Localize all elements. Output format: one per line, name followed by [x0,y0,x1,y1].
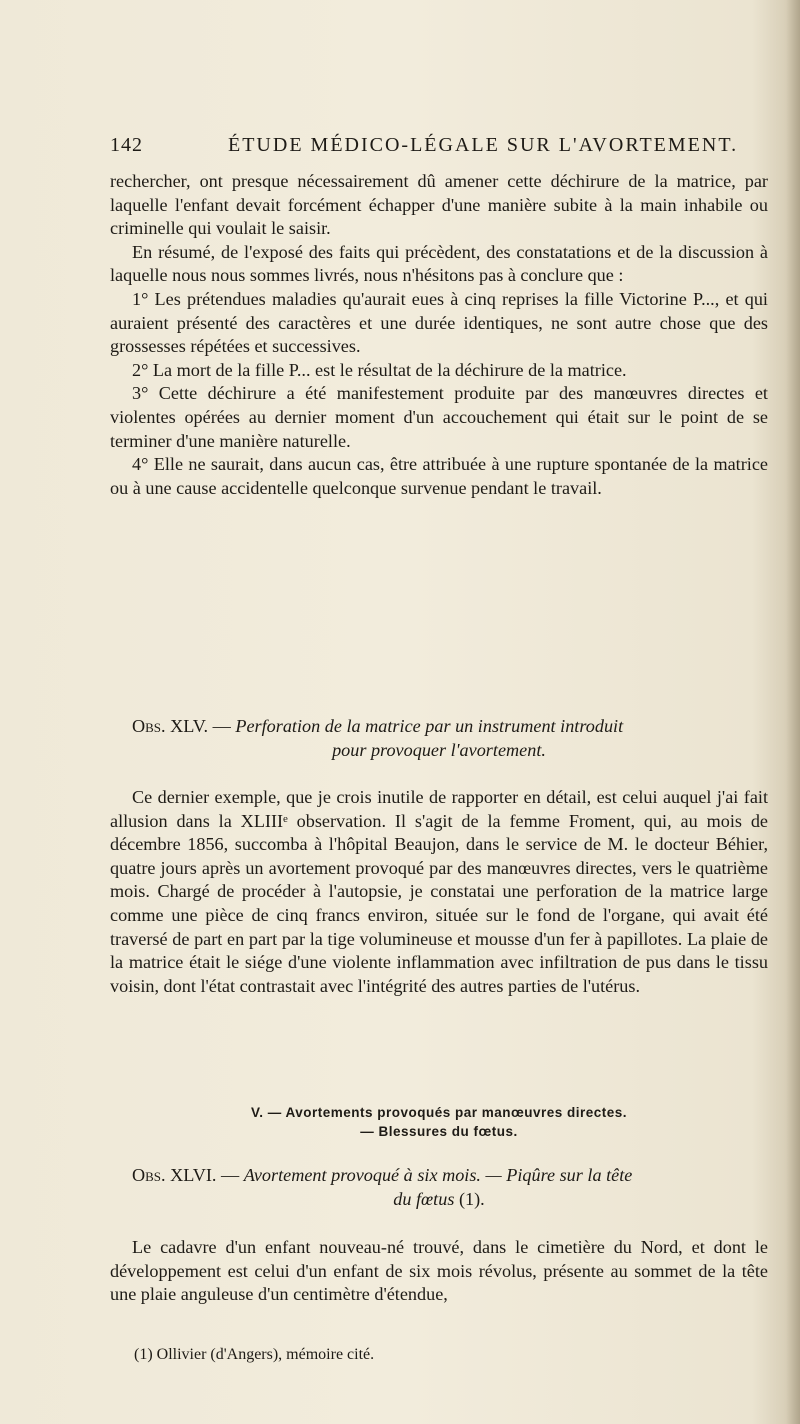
observation-45-title-line2: pour provoquer l'avortement. [332,739,546,760]
section-heading-line1: V. — Avortements provoqués par manœuvres directes. [250,1105,628,1120]
footnote: (1) Ollivier (d'Angers), mémoire cité. [134,1346,375,1363]
section-heading-line2: — Blessures du fœtus. [360,1124,518,1139]
footnote-reference: (1). [458,1188,485,1209]
page-edge-shadow [786,0,800,1424]
observation-45-body [110,786,768,998]
observation-45-heading [110,715,768,762]
observation-46-title-line1: Avortement provoqué à six mois. — Piqûre sur la tête [243,1165,633,1185]
observation-45-number: Obs. XLV. — [132,716,231,736]
paragraph-continuation: rechercher, ont presque nécessairement dû amener cette déchirure de la matrice, par laquelle l'enfant devait forcément échapper d'une manière subite à la main inhabile ou criminelle qui voulait le saisir. [110,171,768,239]
conclusion-1: 1° Les prétendues maladies qu'aurait eues à cinq reprises la fille Victorine P..., et qui auraient présenté des caractères et une durée identiques, ne sont autre chose que des grossesses répétées et successives. [110,288,768,357]
conclusion-2: 2° La mort de la fille P... est le résultat de la déchirure de la matrice. [132,359,627,380]
observation-46-body [110,1236,768,1307]
section-heading [110,1105,768,1139]
observation-46-title-line2: du fœtus [393,1188,455,1209]
observation-45-paragraph: Ce dernier exemple, que je crois inutile de rapporter en détail, est celui auquel j'ai fait allusion dans la XLIIIᵉ observation. Il s'agit de la femme Froment, qui, au mois de décembre 1856, succomba à l'hôpital Beaujon, dans le service de M. le docteur Béhier, quatre jours après un avortement provoqué par des manœuvres directes, vers le quatrième mois. Chargé de procéder à l'autopsie, je constatai une perforation de la matrice large comme une pièce de cinq francs environ, située sur le fond de l'organe, qui avait été traversé de part en part par la tige volumineuse et mousse d'un fer à papillotes. La plaie de la matrice était le siége d'une violente inflammation avec infiltration de pus dans le tissu voisin, dont l'état contrastait avec l'intégrité des autres parties de l'utérus. [110,787,768,996]
observation-46-heading [110,1164,768,1211]
conclusion-3: 3° Cette déchirure a été manifestement produite par des manœuvres directes et violentes opérées au dernier moment d'un accouchement qui était sur le point de se terminer d'une manière naturelle. [110,383,768,451]
paragraph-summary: En résumé, de l'exposé des faits qui précèdent, des constatations et de la discussion à laquelle nous nous sommes livrés, nous n'hésitons pas à conclure que : [110,241,768,286]
observation-46-number: Obs. XLVI. — [132,1165,240,1185]
observation-46-paragraph: Le cadavre d'un enfant nouveau-né trouvé, dans le cimetière du Nord, et dont le développement est celui d'un enfant de six mois révolus, présente au sommet de la tête une plaie anguleuse d'un centimètre d'étendue, [110,1237,768,1305]
observation-45-title-line1: Perforation de la matrice par un instrument introduit [235,716,624,736]
running-title: ÉTUDE MÉDICO-LÉGALE SUR L'AVORTEMENT. [228,134,739,156]
page-number: 142 [110,134,143,156]
conclusions-block [110,170,768,500]
conclusion-4: 4° Elle ne saurait, dans aucun cas, être attribuée à une rupture spontanée de la matrice ou à une cause accidentelle quelconque survenue pendant le travail. [110,454,768,498]
